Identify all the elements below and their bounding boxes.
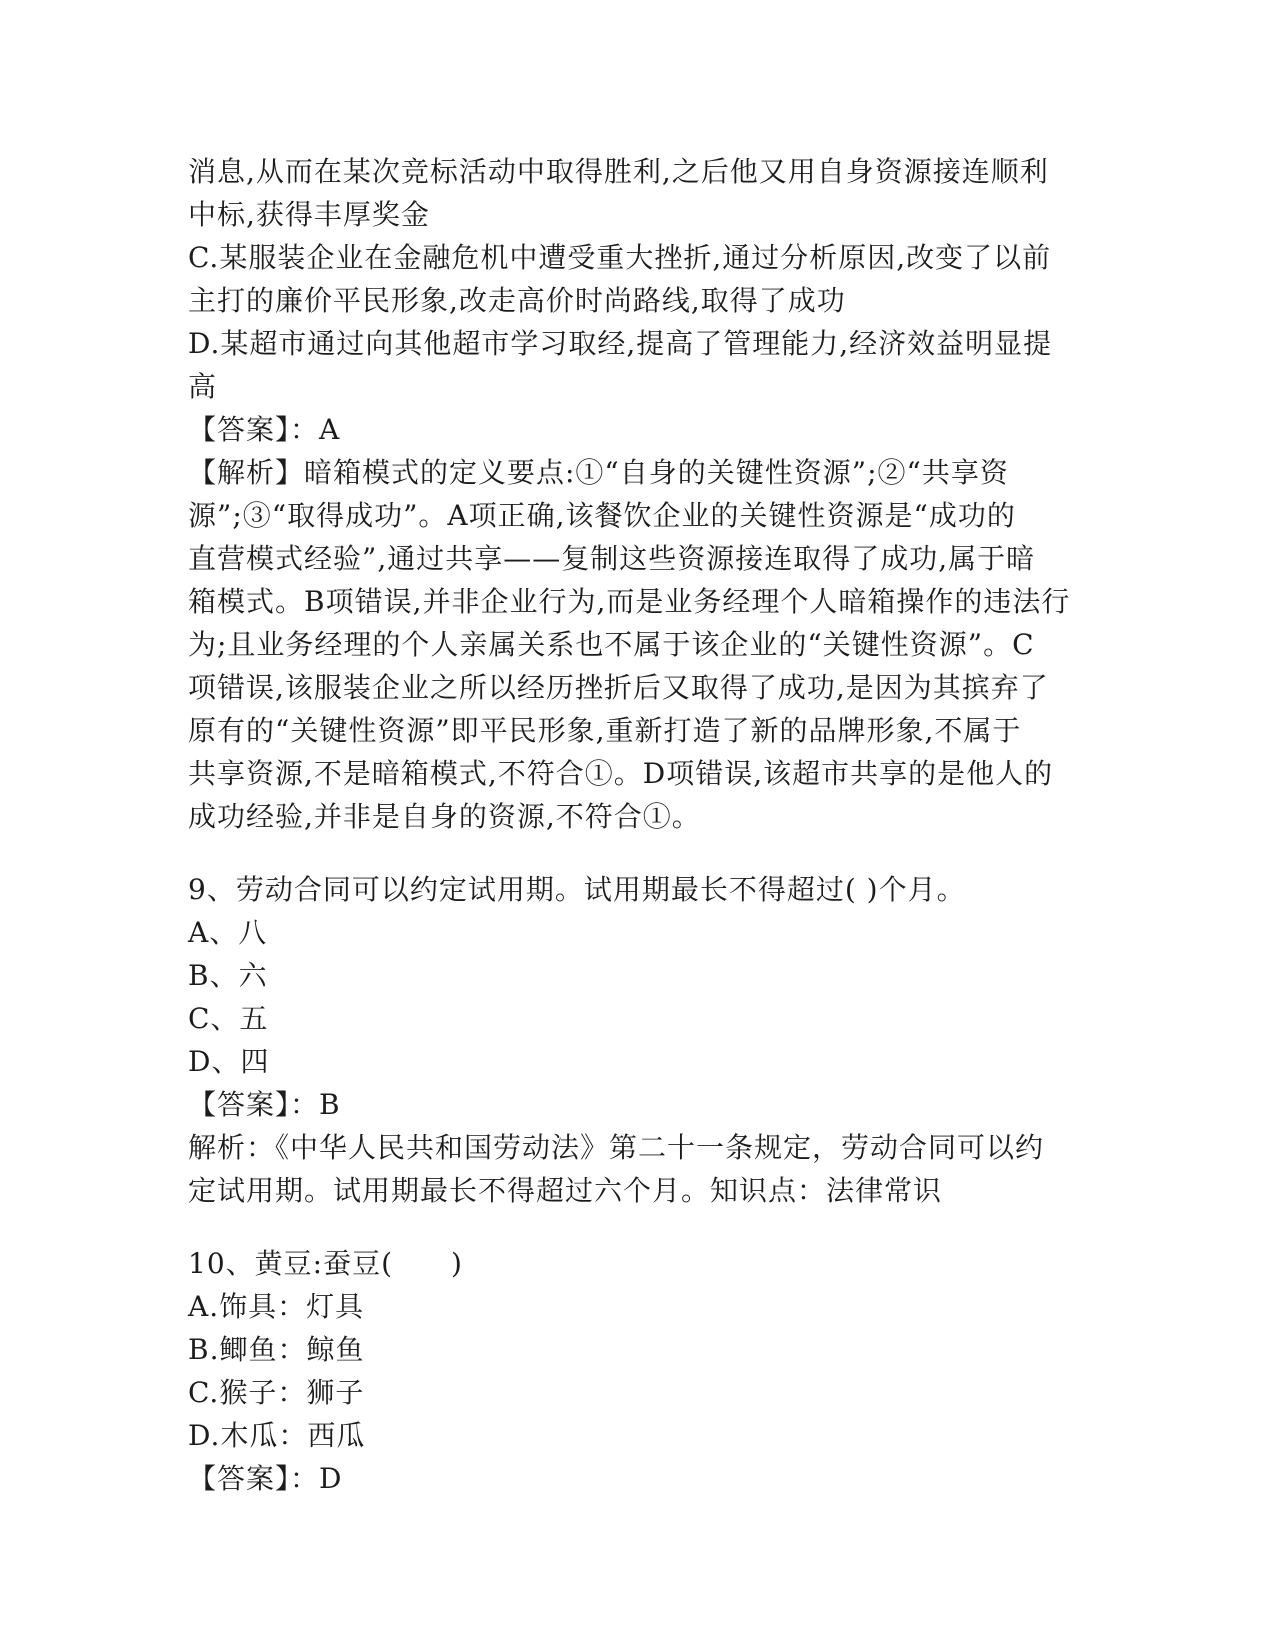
analysis-9-line: 解析：《中华人民共和国劳动法》第二十一条规定，劳动合同可以约	[188, 1131, 1045, 1164]
analysis-8-line: 【解析】暗箱模式的定义要点:①“自身的关键性资源”;②“共享资	[188, 456, 1009, 489]
analysis-8-line: 为;且业务经理的个人亲属关系也不属于该企业的“关键性资源”。C	[188, 628, 1035, 661]
question-8-continued	[188, 150, 1088, 838]
question-10-option-b: B.鲫鱼：鲸鱼	[188, 1333, 365, 1366]
question-10-stem: 10、黄豆:蚕豆( )	[188, 1247, 463, 1280]
question-9-option-d: D、四	[188, 1045, 270, 1078]
document-page	[188, 150, 1088, 1500]
question-9	[188, 868, 1088, 1212]
option-b-line-2: 中标,获得丰厚奖金	[188, 198, 430, 231]
option-c-line-2: 主打的廉价平民形象,改走高价时尚路线,取得了成功	[188, 284, 846, 317]
analysis-8-line: 共享资源,不是暗箱模式,不符合①。D项错误,该超市共享的是他人的	[188, 757, 1054, 790]
question-10-option-c: C.猴子：狮子	[188, 1376, 365, 1409]
option-b-line-1: 消息,从而在某次竞标活动中取得胜利,之后他又用自身资源接连顺利	[188, 155, 1049, 188]
analysis-8-line: 直营模式经验”,通过共享——复制这些资源接连取得了成功,属于暗	[188, 542, 1036, 575]
section-gap	[188, 838, 1088, 868]
answer-8: 【答案】：A	[188, 413, 341, 446]
section-gap	[188, 1212, 1088, 1242]
question-10-option-a: A.饰具：灯具	[188, 1290, 365, 1323]
analysis-8-line: 原有的“关键性资源”即平民形象,重新打造了新的品牌形象,不属于	[188, 714, 1022, 747]
analysis-8-line: 成功经验,并非是自身的资源,不符合①。	[188, 800, 701, 833]
answer-10: 【答案】：D	[188, 1462, 343, 1495]
question-9-option-b: B、六	[188, 959, 268, 992]
option-d-line-1: D.某超市通过向其他超市学习取经,提高了管理能力,经济效益明显提	[188, 327, 1053, 360]
analysis-8-line: 源”;③“取得成功”。A项正确,该餐饮企业的关键性资源是“成功的	[188, 499, 1016, 532]
analysis-9-line: 定试用期。试用期最长不得超过六个月。知识点：法律常识	[188, 1174, 943, 1207]
analysis-8-line: 箱模式。B项错误,并非企业行为,而是业务经理个人暗箱操作的违法行	[188, 585, 1071, 618]
answer-9: 【答案】：B	[188, 1088, 341, 1121]
question-10	[188, 1242, 1088, 1500]
question-9-option-c: C、五	[188, 1002, 269, 1035]
analysis-8-line: 项错误,该服装企业之所以经历挫折后又取得了成功,是因为其摈弃了	[188, 671, 1049, 704]
question-10-option-d: D.木瓜：西瓜	[188, 1419, 366, 1452]
question-9-stem: 9、劳动合同可以约定试用期。试用期最长不得超过( )个月。	[188, 873, 966, 906]
option-d-line-2: 高	[188, 370, 218, 403]
option-c-line-1: C.某服装企业在金融危机中遭受重大挫折,通过分析原因,改变了以前	[188, 241, 1052, 274]
question-9-option-a: A、八	[188, 916, 268, 949]
